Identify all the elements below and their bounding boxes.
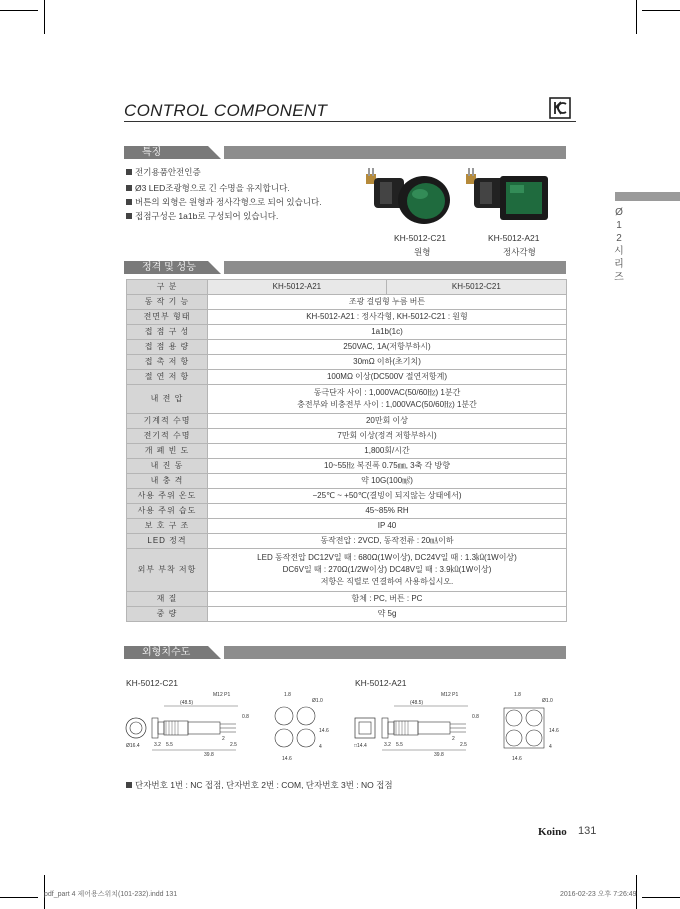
crop-mark (0, 10, 38, 11)
dim-label: 14.6 (512, 756, 522, 762)
table-row: 절 연 저 항 100MΩ 이상(DC500V 절연저항계) (127, 370, 567, 385)
dimension-drawing-round (124, 688, 342, 764)
dim-label: Ø1.0 (542, 698, 553, 704)
dim-label: Ø1.0 (312, 698, 323, 704)
dim-label: 2 (222, 736, 225, 742)
product-shape: 정사각형 (503, 247, 536, 257)
table-row: 중 량 약 5g (127, 607, 567, 622)
square-button-image (462, 160, 562, 230)
table-row: 사용 주위 습도 45~85% RH (127, 504, 567, 519)
table-row: 기계적 수명 20만회 이상 (127, 414, 567, 429)
feature-item: Ø3 LED조광형으로 긴 수명을 유지합니다. (126, 182, 290, 194)
spec-table (126, 279, 567, 622)
dim-label: 2.5 (460, 742, 467, 748)
page-number: 131 (578, 825, 597, 837)
dim-label: 14.6 (319, 728, 329, 734)
dim-label: 2.5 (230, 742, 237, 748)
dim-label: Ø16.4 (126, 743, 140, 749)
table-row: 사용 주위 온도 −25℃ ~ +50℃(결빙이 되지않는 상태에서) (127, 489, 567, 504)
dim-label: 39.8 (434, 752, 444, 758)
table-row: 보 호 구 조 IP 40 (127, 519, 567, 534)
terminal-note: 단자번호 1번 : NC 접점, 단자번호 2번 : COM, 단자번호 3번 : NO 접점 (126, 779, 393, 791)
table-row: 내 전 압 동극단자 사이 : 1,000VAC(50/60㎐) 1분간 충전부와 비충전부 사이 : 1,000VAC(50/60㎐) 1분간 (127, 385, 567, 414)
table-row: 전면부 형태 KH-5012-A21 : 정사각형, KH-5012-C21 : 원형 (127, 310, 567, 325)
side-tab-bar (615, 192, 680, 201)
dim-label: 1.8 (284, 692, 291, 698)
brand-logo: Koino (538, 826, 567, 838)
table-row: 전기적 수명 7만회 이상(정격 저항부하시) (127, 429, 567, 444)
table-row: 내 충 격 약 10G(100㎨) (127, 474, 567, 489)
dim-label: 0.8 (472, 714, 479, 720)
dim-label: 3.2 (154, 742, 161, 748)
crop-mark (642, 897, 680, 898)
section-bar-features: 특징 (124, 146, 566, 159)
kc-logo-icon (549, 97, 571, 119)
drawing-title: KH-5012-A21 (355, 678, 407, 688)
print-footer-file: pdf_part 4 제어용스위치(101-232).indd 131 (44, 891, 178, 898)
product-model: KH-5012-A21 (488, 233, 540, 243)
drawing-title: KH-5012-C21 (126, 678, 178, 688)
crop-mark (44, 0, 45, 34)
dim-label: 4 (549, 744, 552, 750)
table-row: 동 작 기 능 조광 걸림형 누름 버튼 (127, 295, 567, 310)
dim-label: 39.8 (204, 752, 214, 758)
table-row: 접 점 용 량 250VAC, 1A(저항부하시) (127, 340, 567, 355)
dim-label: 3.2 (384, 742, 391, 748)
dim-label: 2 (452, 736, 455, 742)
print-footer-datetime: 2016-02-23 오후 7:26:49 (560, 891, 637, 898)
crop-mark (636, 0, 637, 34)
section-bar-specs: 정격 및 성능 (124, 261, 566, 274)
crop-mark (642, 10, 680, 11)
table-header-row (127, 280, 567, 295)
product-shape: 원형 (414, 247, 431, 257)
title-rule (124, 121, 576, 122)
dim-label: 1.8 (514, 692, 521, 698)
section-bar-dimensions: 외형치수도 (124, 646, 566, 659)
round-button-image (358, 160, 458, 230)
crop-mark (0, 897, 38, 898)
table-header-col: KH-5012-A21 (208, 280, 387, 295)
page-title: CONTROL COMPONENT (124, 101, 328, 120)
table-row: 내 진 동 10~55㎐ 복진폭 0.75㎜, 3축 각 방향 (127, 459, 567, 474)
dim-label: 0.8 (242, 714, 249, 720)
table-row: 개 폐 빈 도 1,800회/시간 (127, 444, 567, 459)
dim-label: 14.6 (282, 756, 292, 762)
table-row: 외부 부착 저항 LED 동작전압 DC12V일 때 : 680Ω(1W이상), DC24V일 때 : 1.3㏀(1W이상) DC6V일 때 : 270Ω(1/2W이상) DC48V일 때 : 3.9㏀(1W이상) 저항은 직렬로 연결하여 사용하십시오. (127, 549, 567, 592)
table-row: LED 정격 동작전압 : 2VCD, 동작전류 : 20㎃이하 (127, 534, 567, 549)
dim-label: M12 P1 (213, 692, 231, 698)
feature-item: 버튼의 외형은 원형과 정사각형으로 되어 있습니다. (126, 196, 322, 208)
dim-label: 14.6 (549, 728, 559, 734)
side-tab-label: Ø 1 2 시 리 즈 (614, 207, 624, 283)
dim-label: (48.5) (410, 700, 424, 706)
feature-item: 전기용품안전인증 (126, 166, 201, 178)
dim-label: 4 (319, 744, 322, 750)
table-row: 접 촉 저 항 30mΩ 이하(초기치) (127, 355, 567, 370)
dim-label: M12 P1 (441, 692, 459, 698)
table-row: 재 질 함체 : PC, 버튼 : PC (127, 592, 567, 607)
product-model: KH-5012-C21 (394, 233, 446, 243)
table-row: 접 점 구 성 1a1b(1c) (127, 325, 567, 340)
dim-label: 5.5 (396, 742, 403, 748)
table-header-label: 구 분 (127, 280, 208, 295)
feature-item: 접점구성은 1a1b로 구성되어 있습니다. (126, 210, 278, 222)
dimension-drawing-square (352, 688, 570, 764)
dim-label: 5.5 (166, 742, 173, 748)
table-header-col: KH-5012-C21 (386, 280, 566, 295)
dim-label: (48.5) (180, 700, 194, 706)
dim-label: □14.4 (354, 743, 367, 749)
